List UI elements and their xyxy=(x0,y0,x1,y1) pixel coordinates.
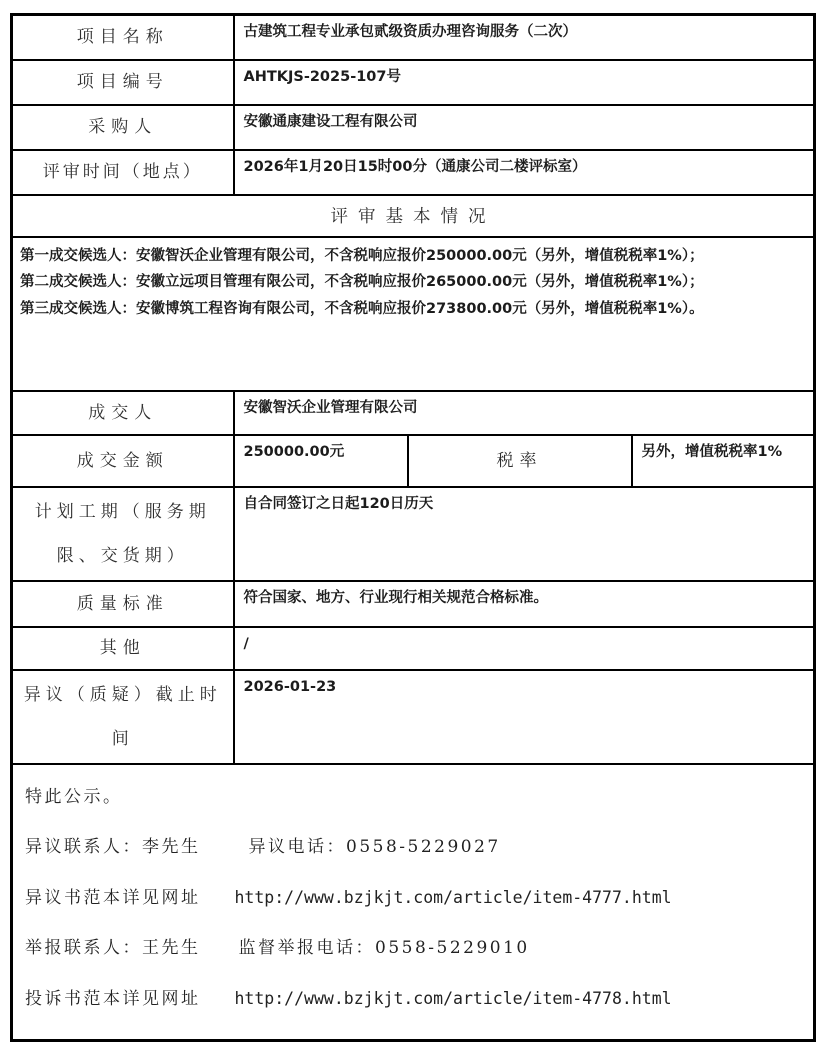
schedule-label: 计划工期（服务期限、交货期） xyxy=(12,487,234,581)
amount-value: 250000.00元 xyxy=(234,435,408,487)
tax-rate-value: 另外，增值税税率1% xyxy=(632,435,815,487)
row-winner xyxy=(12,391,815,435)
row-schedule xyxy=(12,487,815,581)
row-project-name xyxy=(12,15,815,60)
row-review-time xyxy=(12,150,815,195)
other-value: / xyxy=(234,627,815,670)
row-amount xyxy=(12,435,815,487)
row-purchaser xyxy=(12,105,815,150)
purchaser-label: 采购人 xyxy=(12,105,234,150)
complaint-template-line xyxy=(25,988,801,1010)
announcement-note xyxy=(25,787,801,808)
schedule-value: 自合同签订之日起120日历天 xyxy=(234,487,815,581)
amount-label: 成交金额 xyxy=(12,435,234,487)
project-name-label: 项目名称 xyxy=(12,15,234,60)
row-project-no xyxy=(12,60,815,105)
review-section-header: 评审基本情况 xyxy=(12,195,815,237)
project-no-label: 项目编号 xyxy=(12,60,234,105)
row-other xyxy=(12,627,815,670)
complaint-template-url: http://www.bzjkjt.com/article/item-4778.html xyxy=(234,988,672,1008)
row-footer xyxy=(12,764,815,1041)
winner-label: 成交人 xyxy=(12,391,234,435)
winner-value: 安徽智沃企业管理有限公司 xyxy=(234,391,815,435)
project-no-value: AHTKJS-2025-107号 xyxy=(234,60,815,105)
candidate-line-1: 第一成交候选人：安徽智沃企业管理有限公司，不含税响应报价250000.00元（另外，增值税税率1%）； xyxy=(20,247,704,264)
objection-phone: 异议电话：0558-5229027 xyxy=(248,836,501,857)
row-objection-deadline xyxy=(12,670,815,764)
complaint-template-label: 投诉书范本详见网址 xyxy=(25,988,201,1009)
other-label: 其他 xyxy=(12,627,234,670)
candidate-line-2: 第二成交候选人：安徽立远项目管理有限公司，不含税响应报价265000.00元（另外，增值税税率1%）； xyxy=(20,274,704,290)
report-contact-line xyxy=(25,938,801,959)
candidates-block xyxy=(12,237,815,391)
objection-contact-line xyxy=(25,837,801,858)
review-time-value: 2026年1月20日15时00分（通康公司二楼评标室） xyxy=(234,150,815,195)
objection-contact-name: 异议联系人：李先生 xyxy=(25,836,201,857)
purchaser-value: 安徽通康建设工程有限公司 xyxy=(234,105,815,150)
report-contact-name: 举报联系人：王先生 xyxy=(25,937,201,958)
footer-block xyxy=(12,764,815,1041)
review-time-label: 评审时间（地点） xyxy=(12,150,234,195)
quality-label: 质量标准 xyxy=(12,581,234,627)
row-review-header xyxy=(12,195,815,237)
objection-template-line xyxy=(25,887,801,909)
row-quality xyxy=(12,581,815,627)
project-name-value: 古建筑工程专业承包贰级资质办理咨询服务（二次） xyxy=(234,15,815,60)
announcement-table xyxy=(10,13,816,1042)
objection-template-label: 异议书范本详见网址 xyxy=(25,887,201,908)
report-phone: 监督举报电话：0558-5229010 xyxy=(238,937,530,958)
quality-value: 符合国家、地方、行业现行相关规范合格标准。 xyxy=(234,581,815,627)
objection-deadline-value: 2026-01-23 xyxy=(234,670,815,764)
tax-rate-label: 税率 xyxy=(408,435,632,487)
objection-deadline-label: 异议（质疑）截止时间 xyxy=(12,670,234,764)
row-candidates xyxy=(12,237,815,391)
objection-template-url: http://www.bzjkjt.com/article/item-4777.html xyxy=(234,887,672,907)
candidate-line-3: 第三成交候选人：安徽博筑工程咨询有限公司，不含税响应报价273800.00元（另外，增值税税率1%）。 xyxy=(20,300,704,317)
announcement-note-text: 特此公示。 xyxy=(25,786,123,807)
